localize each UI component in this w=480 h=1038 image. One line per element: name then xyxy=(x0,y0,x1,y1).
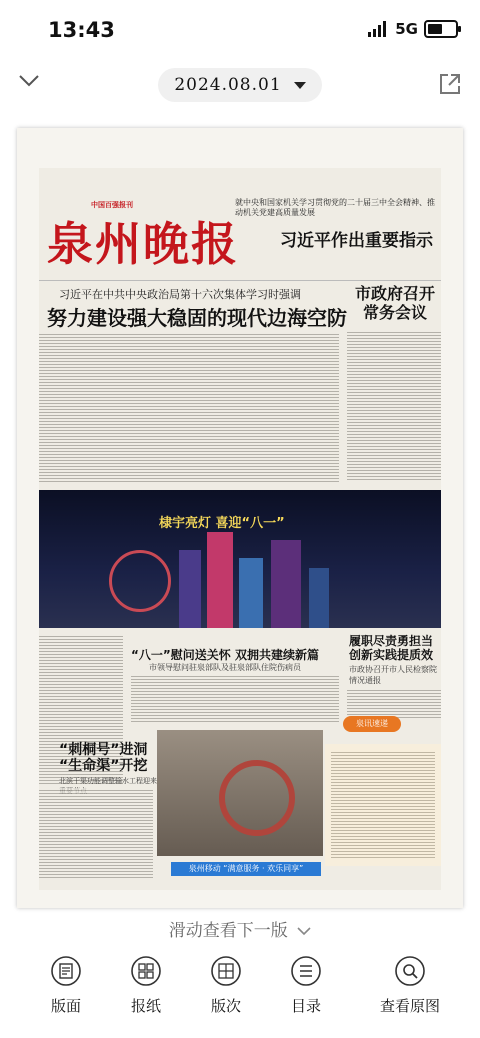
bottom-tab-bar xyxy=(0,955,480,1038)
left-bottom-sub: 北滨干渠功能调整输水工程迎来 xyxy=(59,777,157,785)
battery-icon xyxy=(424,20,458,38)
tab-label: 报纸 xyxy=(130,997,161,1015)
tab-contents[interactable] xyxy=(266,955,346,1016)
photo-caption: 棣宇亮灯 喜迎“八一” xyxy=(159,516,285,531)
share-icon[interactable] xyxy=(438,72,462,96)
swipe-hint[interactable] xyxy=(0,916,480,941)
news-brief-box xyxy=(325,744,441,866)
tunnel-photo[interactable] xyxy=(157,730,323,856)
right-mid-sub: 市政协召开市人民检察院情况通报 xyxy=(349,665,437,685)
lead-headline: 努力建设强大稳固的现代边海空防 xyxy=(47,306,347,330)
tab-label: 查看原图 xyxy=(379,997,440,1015)
tab-layout[interactable] xyxy=(26,955,106,1016)
masthead: 泉州晚报 xyxy=(47,217,239,271)
sidebar-badge: 泉讯速递 xyxy=(343,716,401,732)
right-headline: 市政府召开常务会议 xyxy=(354,284,435,322)
layout-icon xyxy=(50,955,82,987)
top-headline-sub: 就中央和国家机关学习贯彻党的二十届三中全会精神、推动机关党建高质量发展 xyxy=(235,198,435,217)
page-content xyxy=(39,168,441,890)
left-bottom-headline: “刺桐号”进洞 “生命渠”开挖 xyxy=(59,742,148,774)
mid-headline: “八一”慰问送关怀 双拥共建续新篇 xyxy=(131,648,319,662)
date-label: 2024.08.01 xyxy=(174,75,282,95)
ad-banner[interactable]: 泉州移动 “满意服务 · 欢乐同享” xyxy=(171,862,321,876)
tab-view-original[interactable] xyxy=(360,955,460,1016)
top-headline: 习近平作出重要指示 xyxy=(280,231,433,251)
tab-label: 目录 xyxy=(290,997,321,1015)
swipe-hint-label: 滑动查看下一版 xyxy=(168,921,288,941)
newspaper-icon xyxy=(130,955,162,987)
top-bar xyxy=(0,62,480,106)
lead-photo[interactable] xyxy=(39,490,441,628)
tab-label: 版面 xyxy=(50,997,81,1015)
tab-newspaper[interactable] xyxy=(106,955,186,1016)
date-selector[interactable] xyxy=(158,68,322,102)
caret-down-icon xyxy=(294,82,306,89)
chevron-down-icon[interactable] xyxy=(18,74,40,88)
pages-icon xyxy=(210,955,242,987)
right-mid-headline: 履职尽责勇担当 创新实践提质效 xyxy=(349,634,434,662)
status-time: 13:43 xyxy=(48,18,115,42)
tab-pages[interactable] xyxy=(186,955,266,1016)
newspaper-page[interactable] xyxy=(17,128,463,908)
list-icon xyxy=(290,955,322,987)
search-icon xyxy=(394,955,426,987)
mid-sub: 市领导慰问驻泉部队及驻泉部队住院伤病员 xyxy=(149,663,301,672)
tab-label: 版次 xyxy=(210,997,241,1015)
chevron-down-icon xyxy=(297,926,311,936)
status-right xyxy=(367,20,458,38)
group-label: 中国百强报刊 xyxy=(91,201,133,209)
lead-kicker: 习近平在中共中央政治局第十六次集体学习时强调 xyxy=(59,288,301,301)
network-type: 5G xyxy=(395,20,418,38)
status-bar xyxy=(0,0,480,60)
signal-icon xyxy=(367,21,389,37)
